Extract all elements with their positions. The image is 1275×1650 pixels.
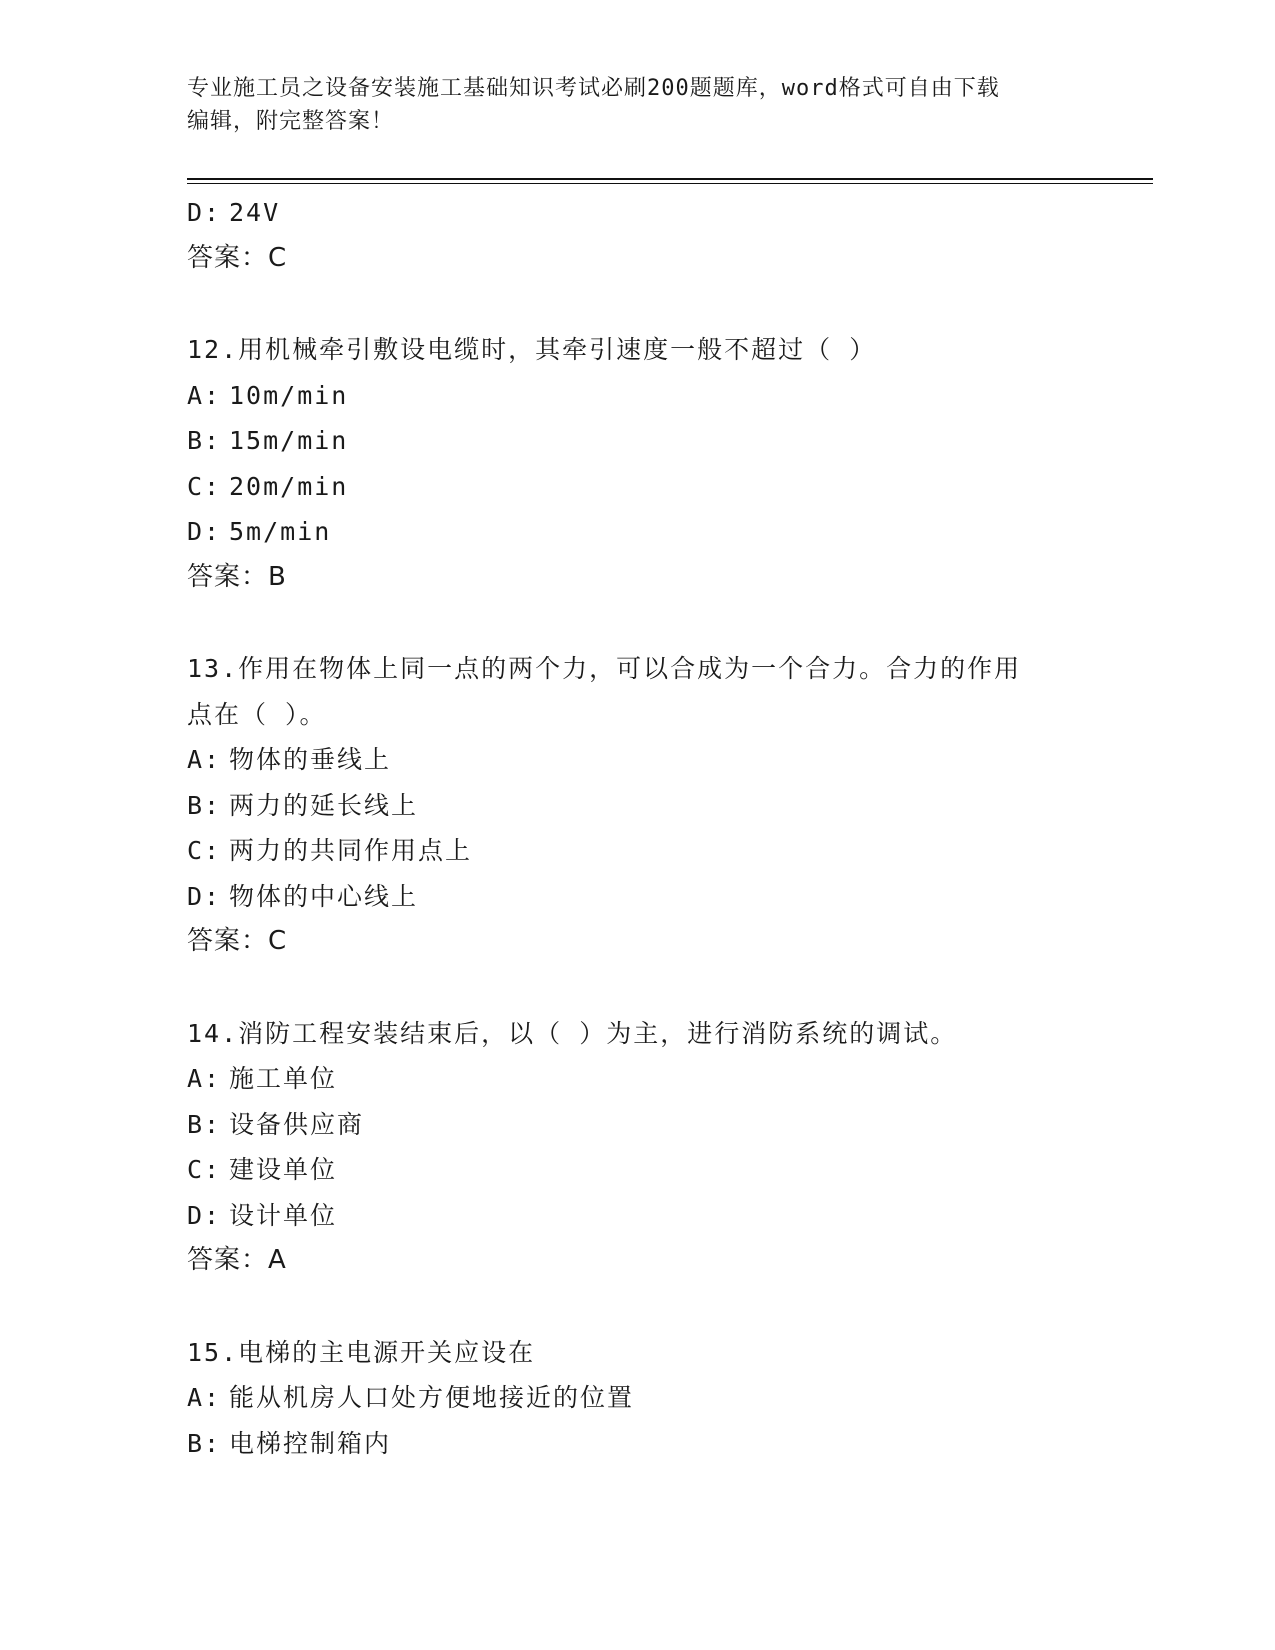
q12-option-c bbox=[187, 464, 1087, 510]
q12-option-d bbox=[187, 509, 1087, 555]
q14-answer: 答案：A bbox=[187, 1245, 287, 1275]
q13-option-d bbox=[187, 874, 1087, 920]
q15-question: 15.电梯的主电源开关应设在 bbox=[187, 1337, 536, 1367]
spacer bbox=[187, 965, 1087, 1011]
q12-option-b-text: 15m/min bbox=[229, 426, 349, 455]
q14-option-a-letter: A: bbox=[187, 1064, 222, 1093]
spacer bbox=[187, 1284, 1087, 1330]
header-divider-thick bbox=[187, 178, 1153, 180]
q14-question: 14.消防工程安装结束后，以（ ）为主，进行消防系统的调试。 bbox=[187, 1018, 958, 1048]
q12-answer: 答案：B bbox=[187, 561, 287, 592]
q14-option-d bbox=[187, 1193, 1087, 1239]
question-list bbox=[187, 190, 1087, 1466]
q12-option-a bbox=[187, 373, 1087, 419]
header-title-line-1: 专业施工员之设备安装施工基础知识考试必刷200题题库，word格式可自由下载 bbox=[187, 76, 1000, 101]
q13-option-b-text: 两力的延长线上 bbox=[229, 790, 419, 820]
q14-option-b-letter: B: bbox=[187, 1109, 222, 1139]
q14-option-d-text: 设计单位 bbox=[229, 1200, 338, 1230]
q14-option-c bbox=[187, 1147, 1087, 1193]
q14-option-b bbox=[187, 1102, 1087, 1148]
q13-option-c bbox=[187, 828, 1087, 874]
q13-option-a-letter: A: bbox=[187, 745, 222, 774]
q13-option-b bbox=[187, 783, 1087, 829]
q12-option-b bbox=[187, 418, 1087, 464]
q12-option-d-letter: D: bbox=[187, 517, 222, 546]
q12-option-d-text: 5m/min bbox=[229, 517, 332, 546]
q13-question-line-1: 13.作用在物体上同一点的两个力，可以合成为一个合力。合力的作用 bbox=[187, 654, 1022, 683]
q14-option-c-text: 建设单位 bbox=[229, 1155, 338, 1184]
q14-option-a-text: 施工单位 bbox=[229, 1064, 338, 1093]
q12-option-b-letter: B: bbox=[187, 426, 222, 455]
q13-option-b-letter: B: bbox=[187, 790, 222, 820]
q12-option-c-letter: C: bbox=[187, 471, 222, 501]
q13-option-d-text: 物体的中心线上 bbox=[229, 881, 419, 911]
q15-option-b bbox=[187, 1421, 1087, 1467]
q11-option-d bbox=[187, 190, 1087, 236]
q13-question-line-2: 点在（ ）。 bbox=[187, 699, 327, 729]
q14-option-d-letter: D: bbox=[187, 1200, 222, 1230]
header-divider-thin bbox=[187, 183, 1153, 184]
q15-option-a-text: 能从机房人口处方便地接近的位置 bbox=[229, 1383, 635, 1412]
q11-option-d-text: 24V bbox=[229, 198, 281, 227]
q14-option-b-text: 设备供应商 bbox=[229, 1109, 365, 1139]
q12-option-c-text: 20m/min bbox=[229, 471, 349, 501]
q15-option-a bbox=[187, 1375, 1087, 1421]
spacer bbox=[187, 281, 1087, 327]
q15-option-a-letter: A: bbox=[187, 1383, 222, 1412]
q13-option-d-letter: D: bbox=[187, 881, 222, 911]
q12-option-a-text: 10m/min bbox=[229, 380, 349, 410]
q13-option-a bbox=[187, 737, 1087, 783]
q15-option-b-letter: B: bbox=[187, 1428, 222, 1458]
document-header bbox=[187, 72, 1087, 138]
q13-option-c-letter: C: bbox=[187, 836, 222, 865]
spacer bbox=[187, 600, 1087, 646]
q12-question: 12.用机械牵引敷设电缆时，其牵引速度一般不超过（ ） bbox=[187, 335, 877, 364]
q12-option-a-letter: A: bbox=[187, 380, 222, 410]
q13-answer: 答案：C bbox=[187, 926, 288, 956]
q15-option-b-text: 电梯控制箱内 bbox=[229, 1428, 392, 1458]
q13-option-c-text: 两力的共同作用点上 bbox=[229, 836, 473, 865]
q11-option-d-letter: D: bbox=[187, 198, 222, 227]
q11-answer: 答案：C bbox=[187, 242, 288, 273]
q14-option-a bbox=[187, 1056, 1087, 1102]
header-title-line-2: 编辑，附完整答案！ bbox=[187, 109, 395, 134]
q13-option-a-text: 物体的垂线上 bbox=[229, 745, 392, 774]
q14-option-c-letter: C: bbox=[187, 1155, 222, 1184]
